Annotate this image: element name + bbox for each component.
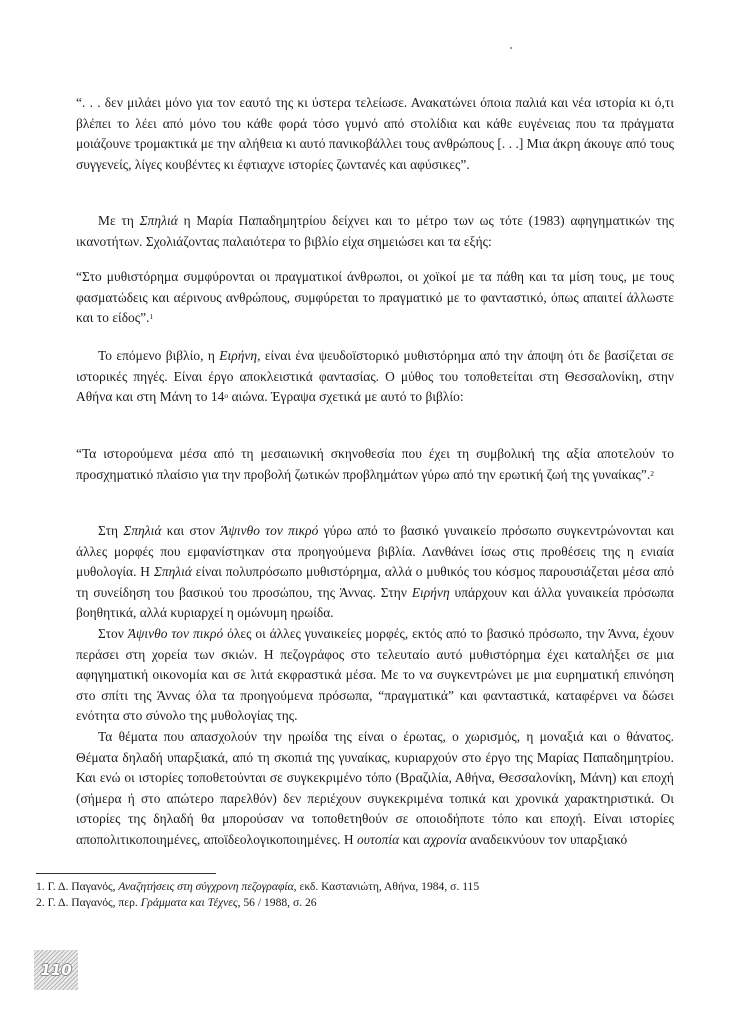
text-run: , 56 / 1988, σ. 26 <box>237 896 317 909</box>
footnote-2 <box>36 895 676 910</box>
italic-title: Σπηλιά <box>123 523 162 538</box>
italic-title: Αναζητήσεις στη σύγχρονη πεζογραφία <box>118 880 294 893</box>
text-run: όλες οι άλλες γυναικείες μορφές, εκτός από το βασικό πρόσωπο, την Άννα, έχουν περάσει στη χορεία των σκιών. Η πεζογράφος στο τελευταίο αυτό μυθιστόρημα έχει καταλήξει σε μια αφηγηματική οικονομία και σε λιτά εκφραστικά μέσα. Με το να συγκεντρώνει με μια ευρηματική επινόηση στο σπίτι της Άννας όλα τα προηγούμενα πρόσωπα, “πραγματικά” και φανταστικά, καταφέρνει να δώσει ενότητα στο σύνολο της μυθολογίας της. <box>76 625 674 724</box>
footnote-ref: 2 <box>650 468 655 478</box>
text-run: “. . . δεν μιλάει μόνο για τον εαυτό της κι ύστερα τελείωσε. Ανακατώνει όποια παλιά και νέα ιστορία κι ό,τι βλέπει το λέει από μόνο του κάθε φορά τόσο γυμνό από στολίδια και κάθε ευγένειας που τα πράγματα μοιάζουνε τρομακτικά με την αλήθεια κι αυτό πανικοβάλλει τους ανθρώπους [. . .] Μια άκρη άκουγε από τους συγγενείς, λίγες κουβέντες κι έφτιαχνε ιστορίες ζωντανές και αφύσικες”. <box>76 95 674 172</box>
text-run: Στη <box>98 523 124 538</box>
text-run: είναι πολυπρόσωπο μυθιστόρημα, αλλά ο μυθικός του κόσμος παρουσιάζεται μέσα από τη συνείδηση του βασικού του προσώπου, της Άννας. Στην <box>76 564 674 600</box>
text-run: Στον <box>98 625 128 641</box>
body-paragraph-2 <box>76 211 674 252</box>
text-run: 1. Γ. Δ. Παγανός, <box>36 880 119 893</box>
italic-title: Άψινθο τον πικρό <box>220 523 319 538</box>
body-paragraph-4 <box>76 346 674 408</box>
text-run: είναι ένα ψευδοϊστορικό μυθιστόρημα από την άποψη ότι δε βασίζεται σε ιστορικές πηγές. Είναι έργο αποκλειστικά φαντασίας. Ο μύθος του τοποθετείται στη Θεσσαλονίκη, στην Αθήνα και στη Μάνη το 14 <box>76 348 674 405</box>
italic-title: Άψινθο τον πικρό <box>127 625 224 641</box>
text-run: Το επόμενο βιβλίο, η <box>98 348 220 363</box>
page-number: 110 <box>40 961 72 979</box>
text-run: υπάρχουν και άλλα γυναικεία πρόσωπα βοηθητικά, αλλά κυριαρχεί η ομώνυμη ηρωίδα. <box>76 584 674 621</box>
text-run: “Τα ιστορούμενα μέσα από τη μεσαιωνική σκηνοθεσία που έχει τη συμβολική της αξία αποτελούν το προσχηματικό πλαίσιο για την προβολή ζωτικών προβλημάτων γύρω από την ερωτική ζωή της γυναίκας”. <box>76 446 674 482</box>
footnote-rule <box>36 873 216 874</box>
text-run: 2. Γ. Δ. Παγανός, περ. <box>36 896 141 909</box>
italic-title: Ειρήνη, <box>219 348 261 363</box>
paragraph-7 <box>76 624 674 727</box>
text-run: “Στο μυθιστόρημα συμφύρονται οι πραγματικοί άνθρωποι, οι χοϊκοί με τα πάθη και τα μίση τους, με τους φασματώδεις και αέρινους ανθρώπους, συμφύρεται το πραγματικό με το φανταστικό, όπως απαιτεί άλλωστε και το είδος”. <box>76 269 674 326</box>
text-run: και <box>399 831 424 847</box>
text-run: και στον <box>161 523 221 538</box>
scan-speck <box>510 47 512 49</box>
italic-title: Γράμματα και Τέχνες <box>140 896 238 909</box>
text-run: αιώνα. Έγραψα σχετικά με αυτό το βιβλίο: <box>228 389 464 405</box>
quote-paragraph-1 <box>76 93 674 175</box>
text-run: η Μαρία Παπαδημητρίου δείχνει και το μέτρο των ως τότε (1983) αφηγηματικών της ικανοτήτων. Σχολιάζοντας παλαιότερα το βιβλίο είχα σημειώσει και τα εξής: <box>76 213 674 249</box>
paragraph-8 <box>76 727 674 851</box>
text-run: γύρω από το βασικό γυναικείο πρόσωπο συγκεντρώνονται και άλλες μορφές που εμφανίστηκαν στα προηγούμενα βιβλία. Λανθάνει ίσως στις προθέσεις της η ενιαία μυθολογία. Η <box>76 523 675 580</box>
italic-title: Ειρήνη <box>411 584 450 600</box>
footnote-ref: 1 <box>149 312 154 322</box>
italic-title: ουτοπία <box>357 831 400 847</box>
italic-title: Σπηλιά <box>139 213 178 228</box>
quote-paragraph-5 <box>76 444 674 485</box>
text-run: αναδεικνύουν τον υπαρξιακό <box>466 831 628 847</box>
text-run: Τα θέματα που απασχολούν την ηρωίδα της είναι ο έρωτας, ο χωρισμός, η μοναξιά και ο θάνατος. Θέματα δηλαδή υπαρξιακά, από τη σκοπιά της γυναίκας, κυριαρχούν στο έργο της Μαρίας Παπαδημητρίου. Και ενώ οι ιστορίες τοποθετούνται σε συγκεκριμένο τόπο (Βραζιλία, Αθήνα, Θεσσαλονίκη, Μάνη) και εποχή (σήμερα ή στο απώτερο παρελθόν) δεν περιέχουν συγκεκριμένα τοπικά και χρονικά χαρακτηριστικά. Οι ιστορίες της δηλαδή θα μπορούσαν να τοποθετηθούν σε οποιοδήποτε τόπο και εποχή. Είναι ιστορίες αποπολιτικοποιημένες, αποϊδεολογικοποιημένες. Η <box>76 728 674 847</box>
body-paragraphs-6-8 <box>76 521 674 851</box>
footnote-ref: ο <box>224 391 229 401</box>
page-number-badge <box>34 950 78 990</box>
italic-title: αχρονία <box>423 831 467 847</box>
footnote-1 <box>36 879 676 894</box>
text-run: , εκδ. Καστανιώτη, Αθήνα, 1984, σ. 115 <box>293 880 480 893</box>
paragraph-6 <box>76 521 674 624</box>
text-run: Με τη <box>98 213 140 228</box>
italic-title: Σπηλιά <box>153 564 192 580</box>
quote-paragraph-3 <box>76 267 674 329</box>
